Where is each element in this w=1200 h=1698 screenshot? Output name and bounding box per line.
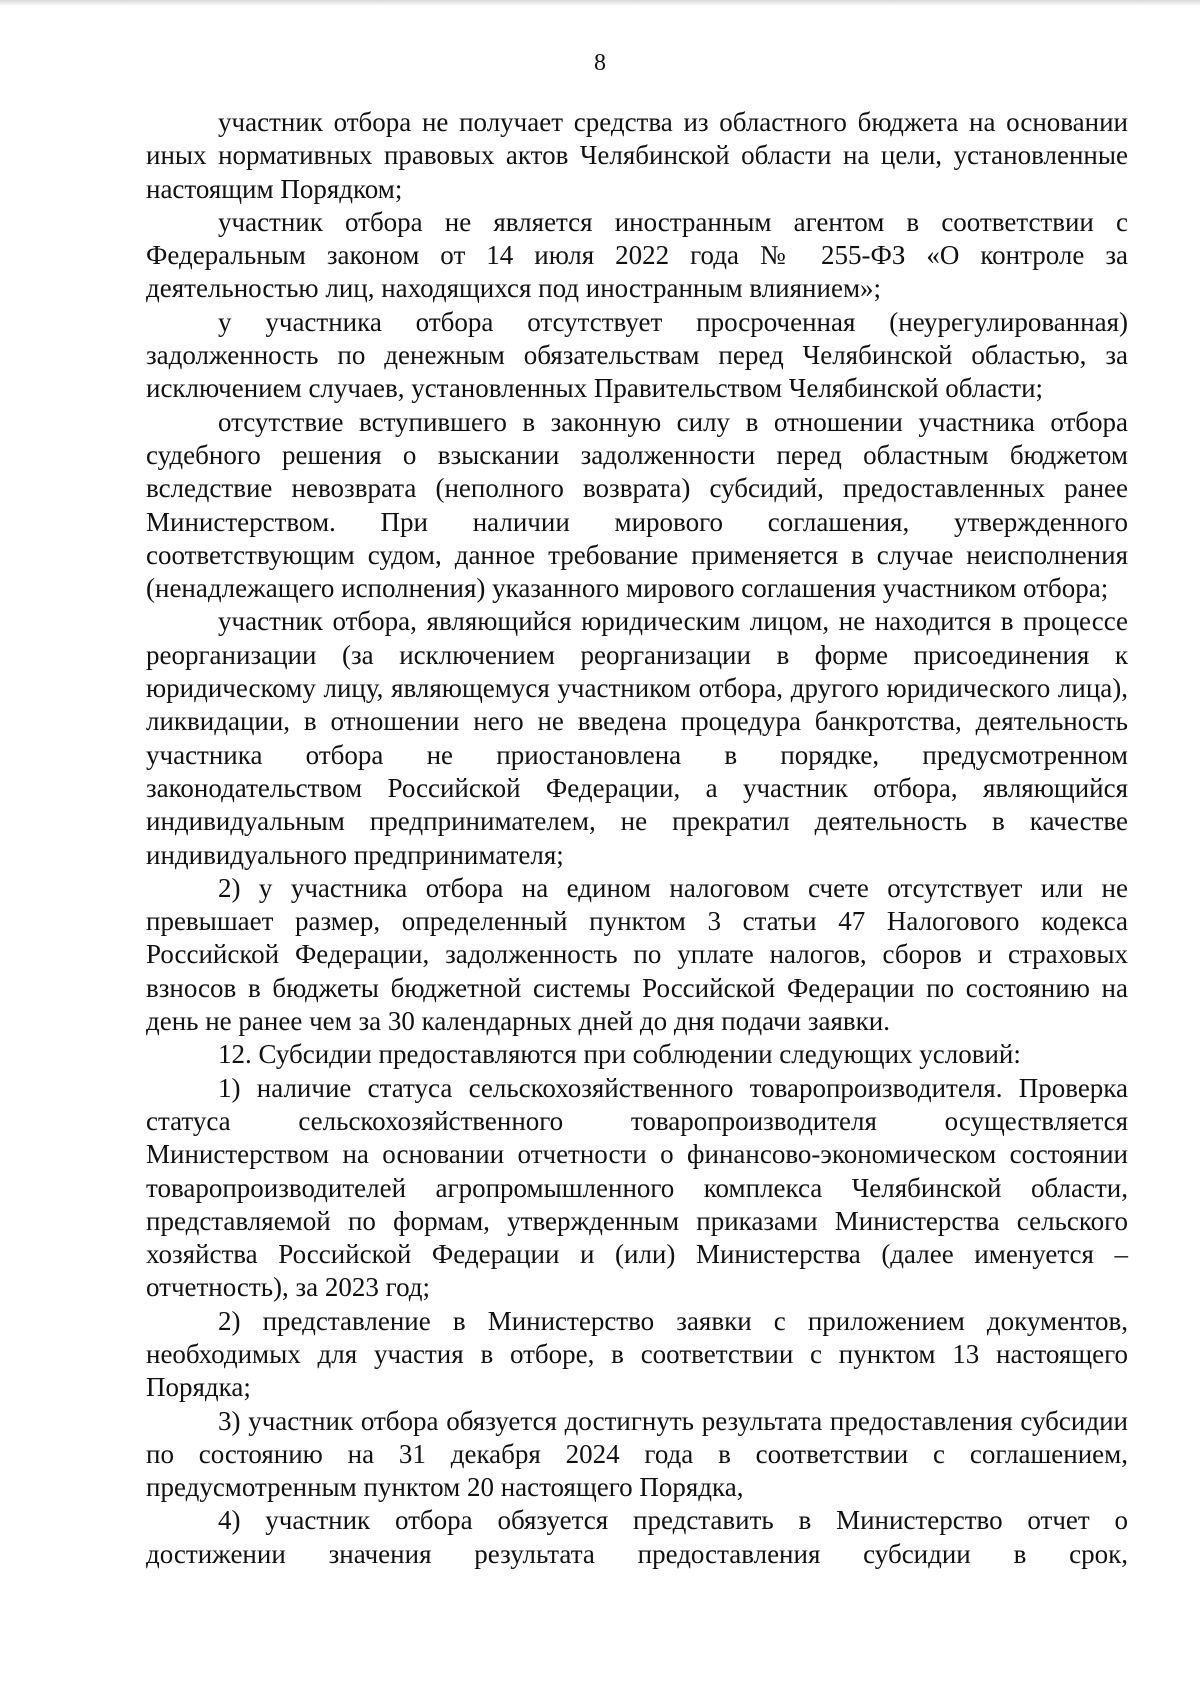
paragraph-tax-debt: 2) у участника отбора на едином налоговом счете отсутствует или не превышает размер, определенный пунктом 3 статьи 47 Налогового кодекса Российской Федерации, задолженность по уплате налогов, сборов и страховых взносов в бюджеты бюджетной системы Российской Федерации по состоянию на день не ранее чем за 30 календарных дней до дня подачи заявки. <box>146 872 1128 1037</box>
paragraph-application-submission: 2) представление в Министерство заявки с приложением документов, необходимых для участия в отборе, в соответствии с пунктом 13 настоящего Порядка; <box>146 1305 1128 1403</box>
paragraph-report-commitment: 4) участник отбора обязуется представить в Министерство отчет о достижении значения результата предоставления субсидии в срок, <box>146 1505 1128 1569</box>
scan-edge <box>0 0 1200 6</box>
paragraph-producer-status: 1) наличие статуса сельскохозяйственного товаропроизводителя. Проверка статуса сельскохозяйственного товаропроизводителя осуществляется Министерством на основании отчетности о финансово-экономическом состоянии товаропроизводителей агропромышленного комплекса Челябинской области, представляемой по формам, утвержденным приказами Министерства сельского хозяйства Российской Федерации и (или) Министерства (далее именуется – отчетность), за 2023 год; <box>146 1072 1128 1303</box>
paragraph-no-court-decision: отсутствие вступившего в законную силу в отношении участника отбора судебного решения о взыскании задолженности перед областным бюджетом вследствие невозврата (неполного возврата) субсидий, предоставленных ранее Министерством. При наличии мирового соглашения, утвержденного соответствующим судом, данное требование применяется в случае неисполнения (ненадлежащего исполнения) указанного мирового соглашения участником отбора; <box>146 406 1128 604</box>
paragraph-subsidy-conditions: 12. Субсидии предоставляются при соблюдении следующих условий: <box>218 1039 1021 1070</box>
document-body <box>146 106 1128 1571</box>
page-number: 8 <box>594 50 606 76</box>
paragraph-result-commitment: 3) участник отбора обязуется достигнуть результата предоставления субсидии по состоянию на 31 декабря 2024 года в соответствии с соглашением, предусмотренным пунктом 20 настоящего Порядка, <box>146 1405 1128 1503</box>
paragraph-no-reorganization: участник отбора, являющийся юридическим лицом, не находится в процессе реорганизации (за исключением реорганизации в форме присоединения к юридическому лицу, являющемуся участником отбора, другого юридического лица), ликвидации, в отношении него не введена процедура банкротства, деятельность участника отбора не приостановлена в порядке, предусмотренном законодательством Российской Федерации, а участник отбора, являющийся индивидуальным предпринимателем, не прекратил деятельность в качестве индивидуального предпринимателя; <box>146 606 1128 870</box>
paragraph-no-other-funding: участник отбора не получает средства из областного бюджета на основании иных нормативных правовых актов Челябинской области на цели, установленные настоящим Порядком; <box>146 107 1128 204</box>
paragraph-not-foreign-agent: участник отбора не является иностранным агентом в соответствии с Федеральным законом от 14 июля 2022 года № 255-ФЗ «О контроле за деятельностью лиц, находящихся под иностранным влиянием»; <box>146 206 1128 304</box>
paragraph-no-overdue-debt: у участника отбора отсутствует просроченная (неурегулированная) задолженность по денежным обязательствам перед Челябинской областью, за исключением случаев, установленных Правительством Челябинской области; <box>146 306 1128 404</box>
